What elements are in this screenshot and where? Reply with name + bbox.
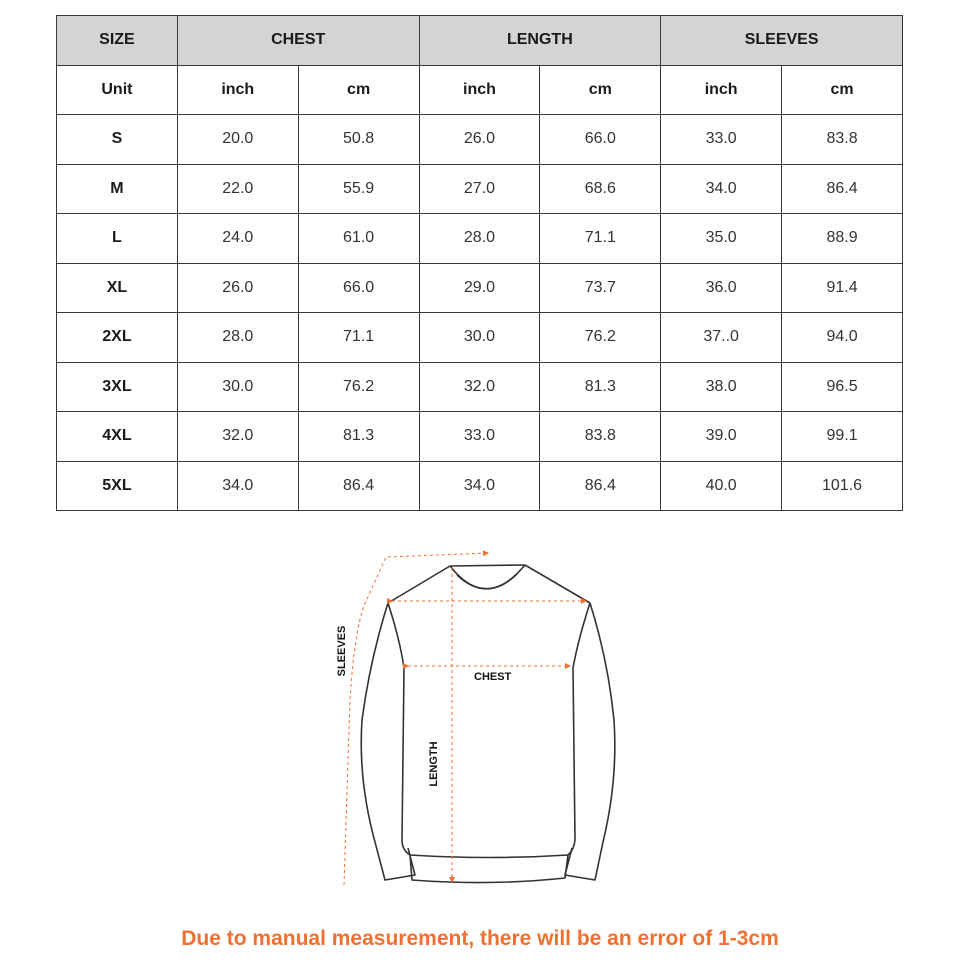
size-cell: S [57,115,178,165]
sleeves-inch-cell: 35.0 [661,214,782,264]
sweater-diagram [320,545,620,895]
sleeves-cm-cell: 101.6 [782,461,903,511]
chest-inch-cell: 24.0 [177,214,298,264]
sleeves-inch-cell: 38.0 [661,362,782,412]
sleeves-label: SLEEVES [336,625,348,677]
size-cell: 5XL [57,461,178,511]
length-inch-cell: 26.0 [419,115,540,165]
sleeves-cm-cell: 88.9 [782,214,903,264]
unit-chest-cm: cm [298,65,419,115]
chest-cm-cell: 55.9 [298,164,419,214]
group-header-row [57,16,903,66]
unit-sleeves-inch: inch [661,65,782,115]
sleeves-cm-cell: 94.0 [782,313,903,363]
size-cell: XL [57,263,178,313]
table-row [57,115,903,165]
length-label: LENGTH [428,741,440,787]
header-length: LENGTH [419,16,661,66]
measure-lines-icon [344,553,586,885]
table-row [57,362,903,412]
chest-inch-cell: 20.0 [177,115,298,165]
length-inch-cell: 30.0 [419,313,540,363]
length-inch-cell: 32.0 [419,362,540,412]
chest-inch-cell: 34.0 [177,461,298,511]
table-row [57,461,903,511]
table-row [57,214,903,264]
chest-inch-cell: 22.0 [177,164,298,214]
length-inch-cell: 34.0 [419,461,540,511]
size-cell: 4XL [57,412,178,462]
length-cm-cell: 71.1 [540,214,661,264]
unit-length-inch: inch [419,65,540,115]
sleeves-inch-cell: 37..0 [661,313,782,363]
length-cm-cell: 76.2 [540,313,661,363]
measurement-error-note: Due to manual measurement, there will be an error of 1-3cm [181,927,779,950]
table-row [57,263,903,313]
chest-inch-cell: 28.0 [177,313,298,363]
chest-inch-cell: 26.0 [177,263,298,313]
chest-cm-cell: 61.0 [298,214,419,264]
length-inch-cell: 29.0 [419,263,540,313]
unit-label: Unit [57,65,178,115]
size-cell: L [57,214,178,264]
sleeves-inch-cell: 33.0 [661,115,782,165]
size-cell: 3XL [57,362,178,412]
length-cm-cell: 66.0 [540,115,661,165]
chest-cm-cell: 86.4 [298,461,419,511]
table-row [57,313,903,363]
unit-sleeves-cm: cm [782,65,903,115]
length-cm-cell: 68.6 [540,164,661,214]
sleeves-inch-cell: 34.0 [661,164,782,214]
chest-cm-cell: 66.0 [298,263,419,313]
table-row [57,412,903,462]
chest-cm-cell: 50.8 [298,115,419,165]
table-row [57,164,903,214]
size-cell: M [57,164,178,214]
size-cell: 2XL [57,313,178,363]
length-cm-cell: 73.7 [540,263,661,313]
sleeves-cm-cell: 86.4 [782,164,903,214]
sleeves-inch-cell: 36.0 [661,263,782,313]
unit-chest-inch: inch [177,65,298,115]
unit-length-cm: cm [540,65,661,115]
sleeves-cm-cell: 91.4 [782,263,903,313]
length-cm-cell: 86.4 [540,461,661,511]
size-chart-table [56,15,903,511]
chest-inch-cell: 32.0 [177,412,298,462]
length-cm-cell: 81.3 [540,362,661,412]
sweater-outline-icon [361,565,615,883]
chest-inch-cell: 30.0 [177,362,298,412]
length-inch-cell: 27.0 [419,164,540,214]
chest-label: CHEST [474,671,512,683]
header-size: SIZE [57,16,178,66]
sleeves-cm-cell: 83.8 [782,115,903,165]
length-inch-cell: 33.0 [419,412,540,462]
chest-cm-cell: 81.3 [298,412,419,462]
length-inch-cell: 28.0 [419,214,540,264]
unit-row [57,65,903,115]
sleeves-cm-cell: 96.5 [782,362,903,412]
chest-cm-cell: 71.1 [298,313,419,363]
sleeves-inch-cell: 39.0 [661,412,782,462]
sleeves-cm-cell: 99.1 [782,412,903,462]
sleeves-inch-cell: 40.0 [661,461,782,511]
header-chest: CHEST [177,16,419,66]
length-cm-cell: 83.8 [540,412,661,462]
chest-cm-cell: 76.2 [298,362,419,412]
header-sleeves: SLEEVES [661,16,903,66]
